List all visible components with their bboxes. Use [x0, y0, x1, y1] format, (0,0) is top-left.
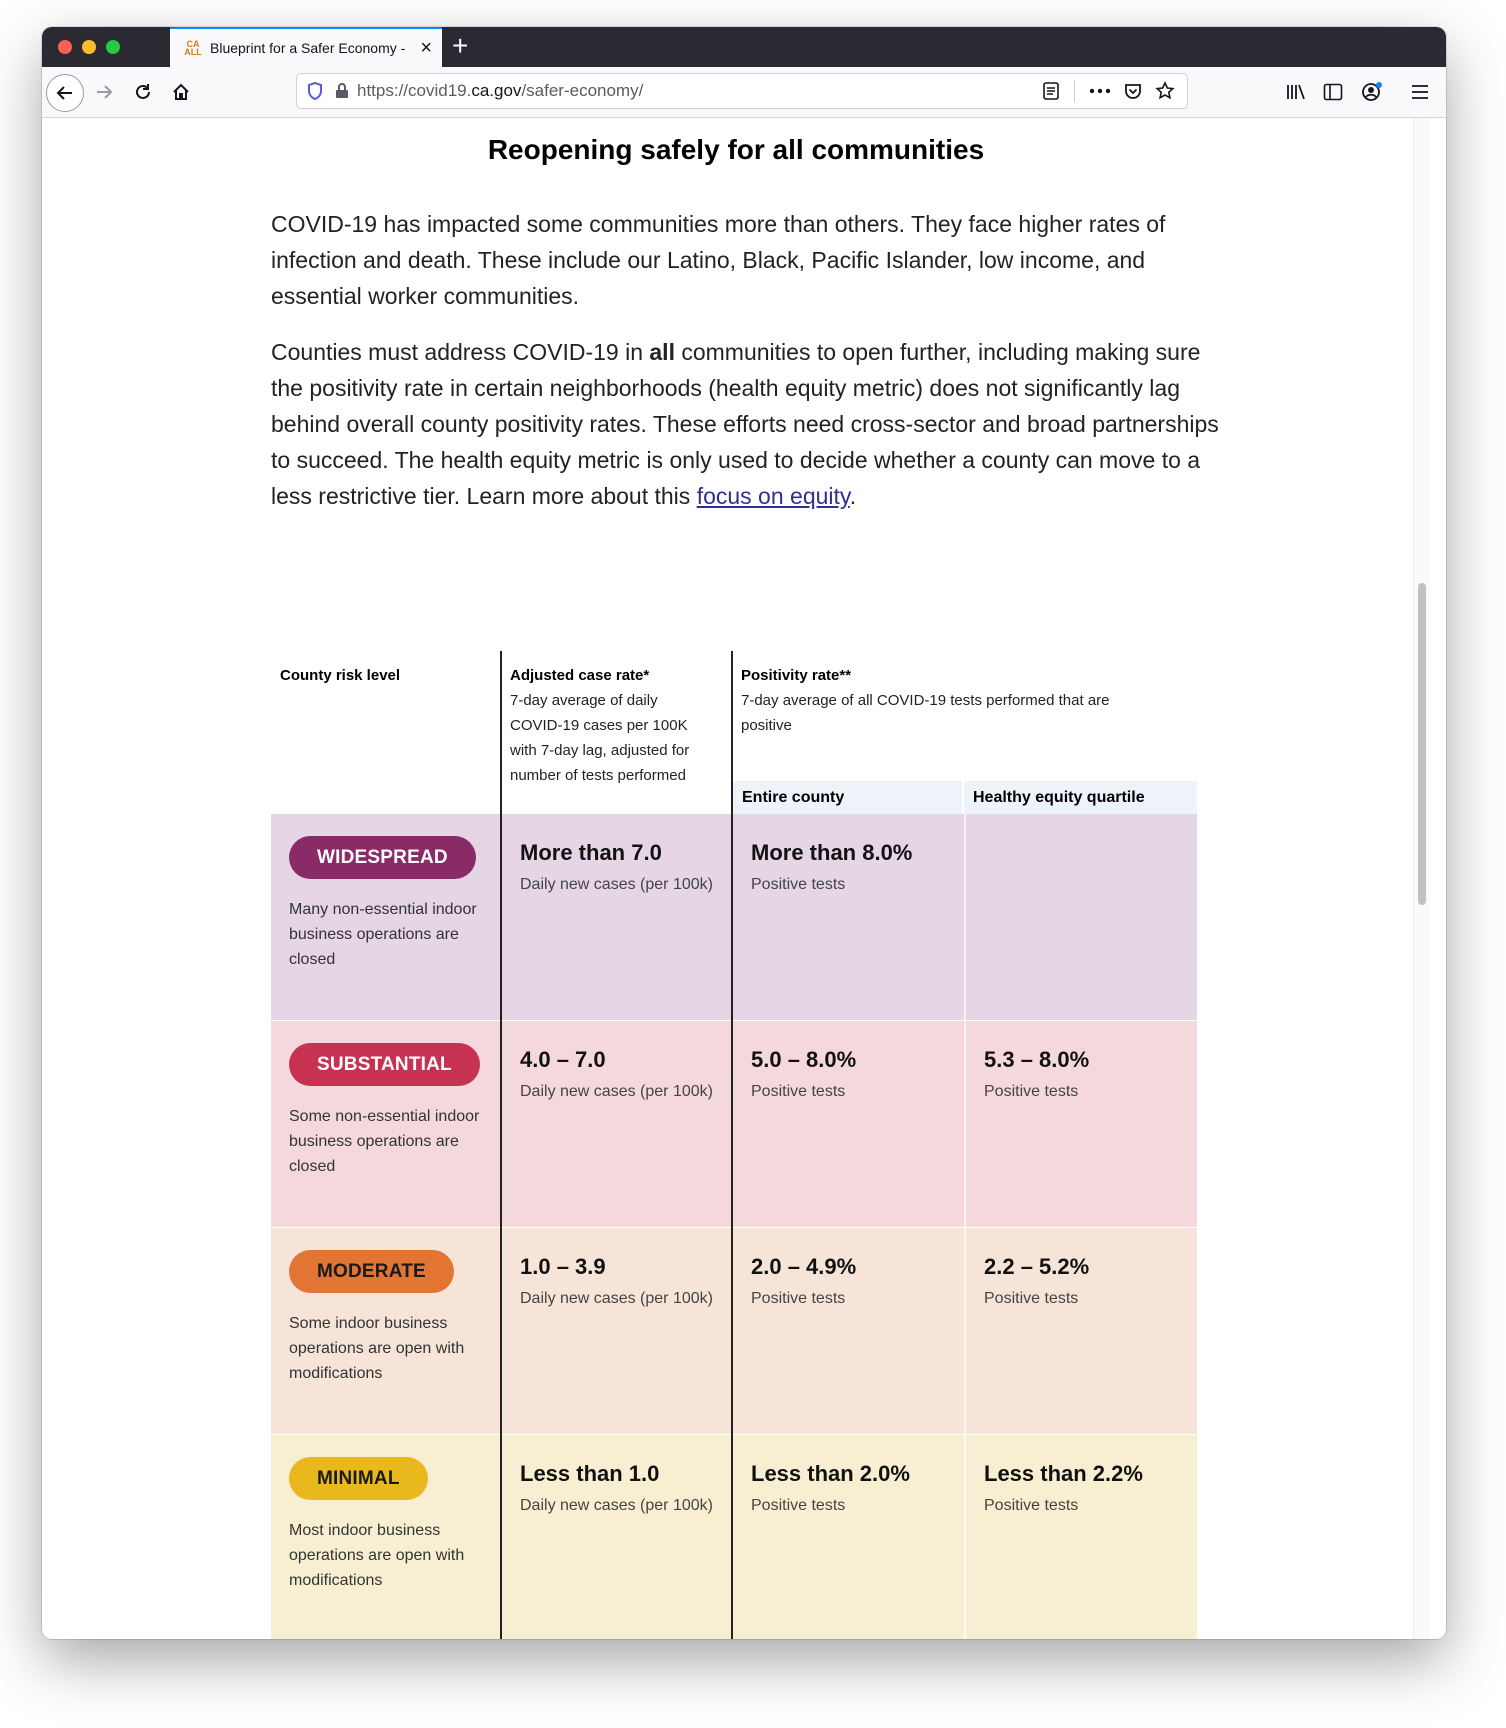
new-tab-button[interactable]: + [452, 30, 469, 61]
risk-tier-row [271, 1021, 1197, 1227]
site-favicon-icon: CA ALL [184, 39, 202, 57]
focus-on-equity-link[interactable]: focus on equity [696, 483, 850, 509]
equity-positivity-unit: Positive tests [984, 1290, 1079, 1307]
entire-county-subheader: Entire county [733, 781, 962, 814]
account-button[interactable] [1355, 75, 1389, 109]
positivity-rate-header: Positivity rate** 7-day average of all COVID-19 tests performed that are positive [741, 667, 1110, 734]
equity-positivity-unit: Positive tests [984, 1497, 1079, 1514]
close-window-button[interactable] [58, 40, 72, 54]
tier-description: Most indoor business operations are open with modifications [289, 1522, 465, 1589]
case-rate-cell [502, 814, 731, 1020]
tier-badge: MODERATE [289, 1250, 454, 1293]
close-tab-icon[interactable]: × [420, 36, 432, 59]
case-rate-unit: Daily new cases (per 100k) [520, 876, 713, 893]
equity-positivity-cell [964, 814, 1197, 1020]
arrow-right-icon [94, 82, 114, 102]
tier-badge: WIDESPREAD [289, 836, 476, 879]
url-bar[interactable] [296, 73, 1188, 109]
page-heading: Reopening safely for all communities [487, 134, 985, 165]
case-rate-unit: Daily new cases (per 100k) [520, 1083, 713, 1100]
case-rate-cell [502, 1228, 731, 1434]
county-positivity-unit: Positive tests [751, 1497, 846, 1514]
sidebar-button[interactable] [1316, 75, 1350, 109]
case-rate-value: More than 7.0 [520, 840, 662, 865]
equity-positivity-value: Less than 2.2% [984, 1461, 1143, 1486]
intro-paragraph: COVID-19 has impacted some communities more than others. They face higher rates of infection and death. These include our Latino, Black, Pacific Islander, low income, and essential worker communities. [271, 211, 1166, 309]
tier-description: Some indoor business operations are open with modifications [289, 1315, 465, 1382]
equity-positivity-cell [964, 1435, 1197, 1639]
tab-title: Blueprint for a Safer Economy - [210, 40, 406, 56]
equity-positivity-cell [964, 1021, 1197, 1227]
county-risk-level-header: County risk level [280, 667, 401, 684]
case-rate-value: Less than 1.0 [520, 1461, 660, 1486]
tier-cell [271, 1228, 500, 1434]
library-button[interactable] [1279, 75, 1313, 109]
column-divider [500, 651, 502, 1639]
county-positivity-unit: Positive tests [751, 1083, 846, 1100]
zoom-window-button[interactable] [106, 40, 120, 54]
bookmark-star-icon[interactable] [1155, 81, 1175, 101]
adjusted-case-rate-header: Adjusted case rate* 7-day average of daily COVID-19 cases per 100K with 7-day lag, adjusted for number of tests performed [510, 667, 690, 784]
case-rate-unit: Daily new cases (per 100k) [520, 1290, 713, 1307]
back-button[interactable] [46, 74, 84, 112]
library-icon [1285, 82, 1307, 102]
risk-tier-row [271, 1228, 1197, 1434]
column-divider [731, 651, 733, 1639]
scrollbar[interactable] [1413, 118, 1430, 1639]
county-positivity-value: 5.0 – 8.0% [751, 1047, 857, 1072]
browser-window [42, 27, 1446, 1639]
equity-paragraph: Counties must address COVID-19 in all communities to open further, including making sure the positivity rate in certain neighborhoods (health equity metric) does not significantly lag behind overall county positivity rates. These efforts need cross-sector and broad partnerships to succeed. The health equity metric is only used to decide whether a county can move to a less restrictive tier. Learn more about this focus on equity. [271, 339, 1219, 509]
equity-positivity-unit: Positive tests [984, 1083, 1079, 1100]
reader-view-icon[interactable] [1042, 81, 1060, 101]
risk-tier-row [271, 1435, 1197, 1639]
scrollbar-thumb[interactable] [1418, 583, 1426, 905]
sidebar-icon [1323, 83, 1343, 101]
pocket-icon[interactable] [1123, 81, 1143, 101]
arrow-left-icon [55, 83, 75, 103]
reload-icon [133, 82, 153, 102]
url-text[interactable]: https://covid19.ca.gov/safer-economy/ [357, 81, 644, 100]
page-content [42, 118, 1430, 1639]
tier-description: Some non-essential indoor business operations are closed [289, 1108, 480, 1175]
case-rate-value: 1.0 – 3.9 [520, 1254, 606, 1279]
tab-active[interactable] [170, 27, 442, 67]
equity-positivity-value: 2.2 – 5.2% [984, 1254, 1090, 1279]
tier-description: Many non-essential indoor business operations are closed [289, 901, 477, 968]
menu-button[interactable] [1403, 75, 1437, 109]
case-rate-cell [502, 1435, 731, 1639]
county-positivity-value: 2.0 – 4.9% [751, 1254, 857, 1279]
county-positivity-cell [733, 814, 962, 1020]
case-rate-unit: Daily new cases (per 100k) [520, 1497, 713, 1514]
home-button[interactable] [164, 75, 198, 109]
equity-quartile-subheader: Healthy equity quartile [964, 781, 1197, 814]
title-bar [42, 27, 1446, 67]
minimize-window-button[interactable] [82, 40, 96, 54]
equity-positivity-value: 5.3 – 8.0% [984, 1047, 1090, 1072]
equity-positivity-cell [964, 1228, 1197, 1434]
lock-icon[interactable] [335, 83, 349, 99]
tier-badge: SUBSTANTIAL [289, 1043, 480, 1086]
tier-cell [271, 814, 500, 1020]
county-positivity-cell [733, 1021, 962, 1227]
hamburger-menu-icon [1411, 84, 1429, 100]
forward-button[interactable] [87, 75, 121, 109]
home-icon [171, 82, 191, 102]
tracking-shield-icon[interactable] [307, 82, 323, 100]
county-positivity-value: More than 8.0% [751, 840, 913, 865]
case-rate-cell [502, 1021, 731, 1227]
case-rate-value: 4.0 – 7.0 [520, 1047, 606, 1072]
county-positivity-cell [733, 1435, 962, 1639]
risk-tier-row [271, 814, 1197, 1020]
county-positivity-value: Less than 2.0% [751, 1461, 910, 1486]
county-positivity-cell [733, 1228, 962, 1434]
reload-button[interactable] [126, 75, 160, 109]
tier-cell [271, 1435, 500, 1639]
tier-badge: MINIMAL [289, 1457, 428, 1500]
county-positivity-unit: Positive tests [751, 1290, 846, 1307]
county-positivity-unit: Positive tests [751, 876, 846, 893]
more-actions-icon[interactable] [1089, 88, 1111, 94]
tier-cell [271, 1021, 500, 1227]
account-icon [1361, 81, 1383, 103]
nav-toolbar [42, 67, 1446, 118]
